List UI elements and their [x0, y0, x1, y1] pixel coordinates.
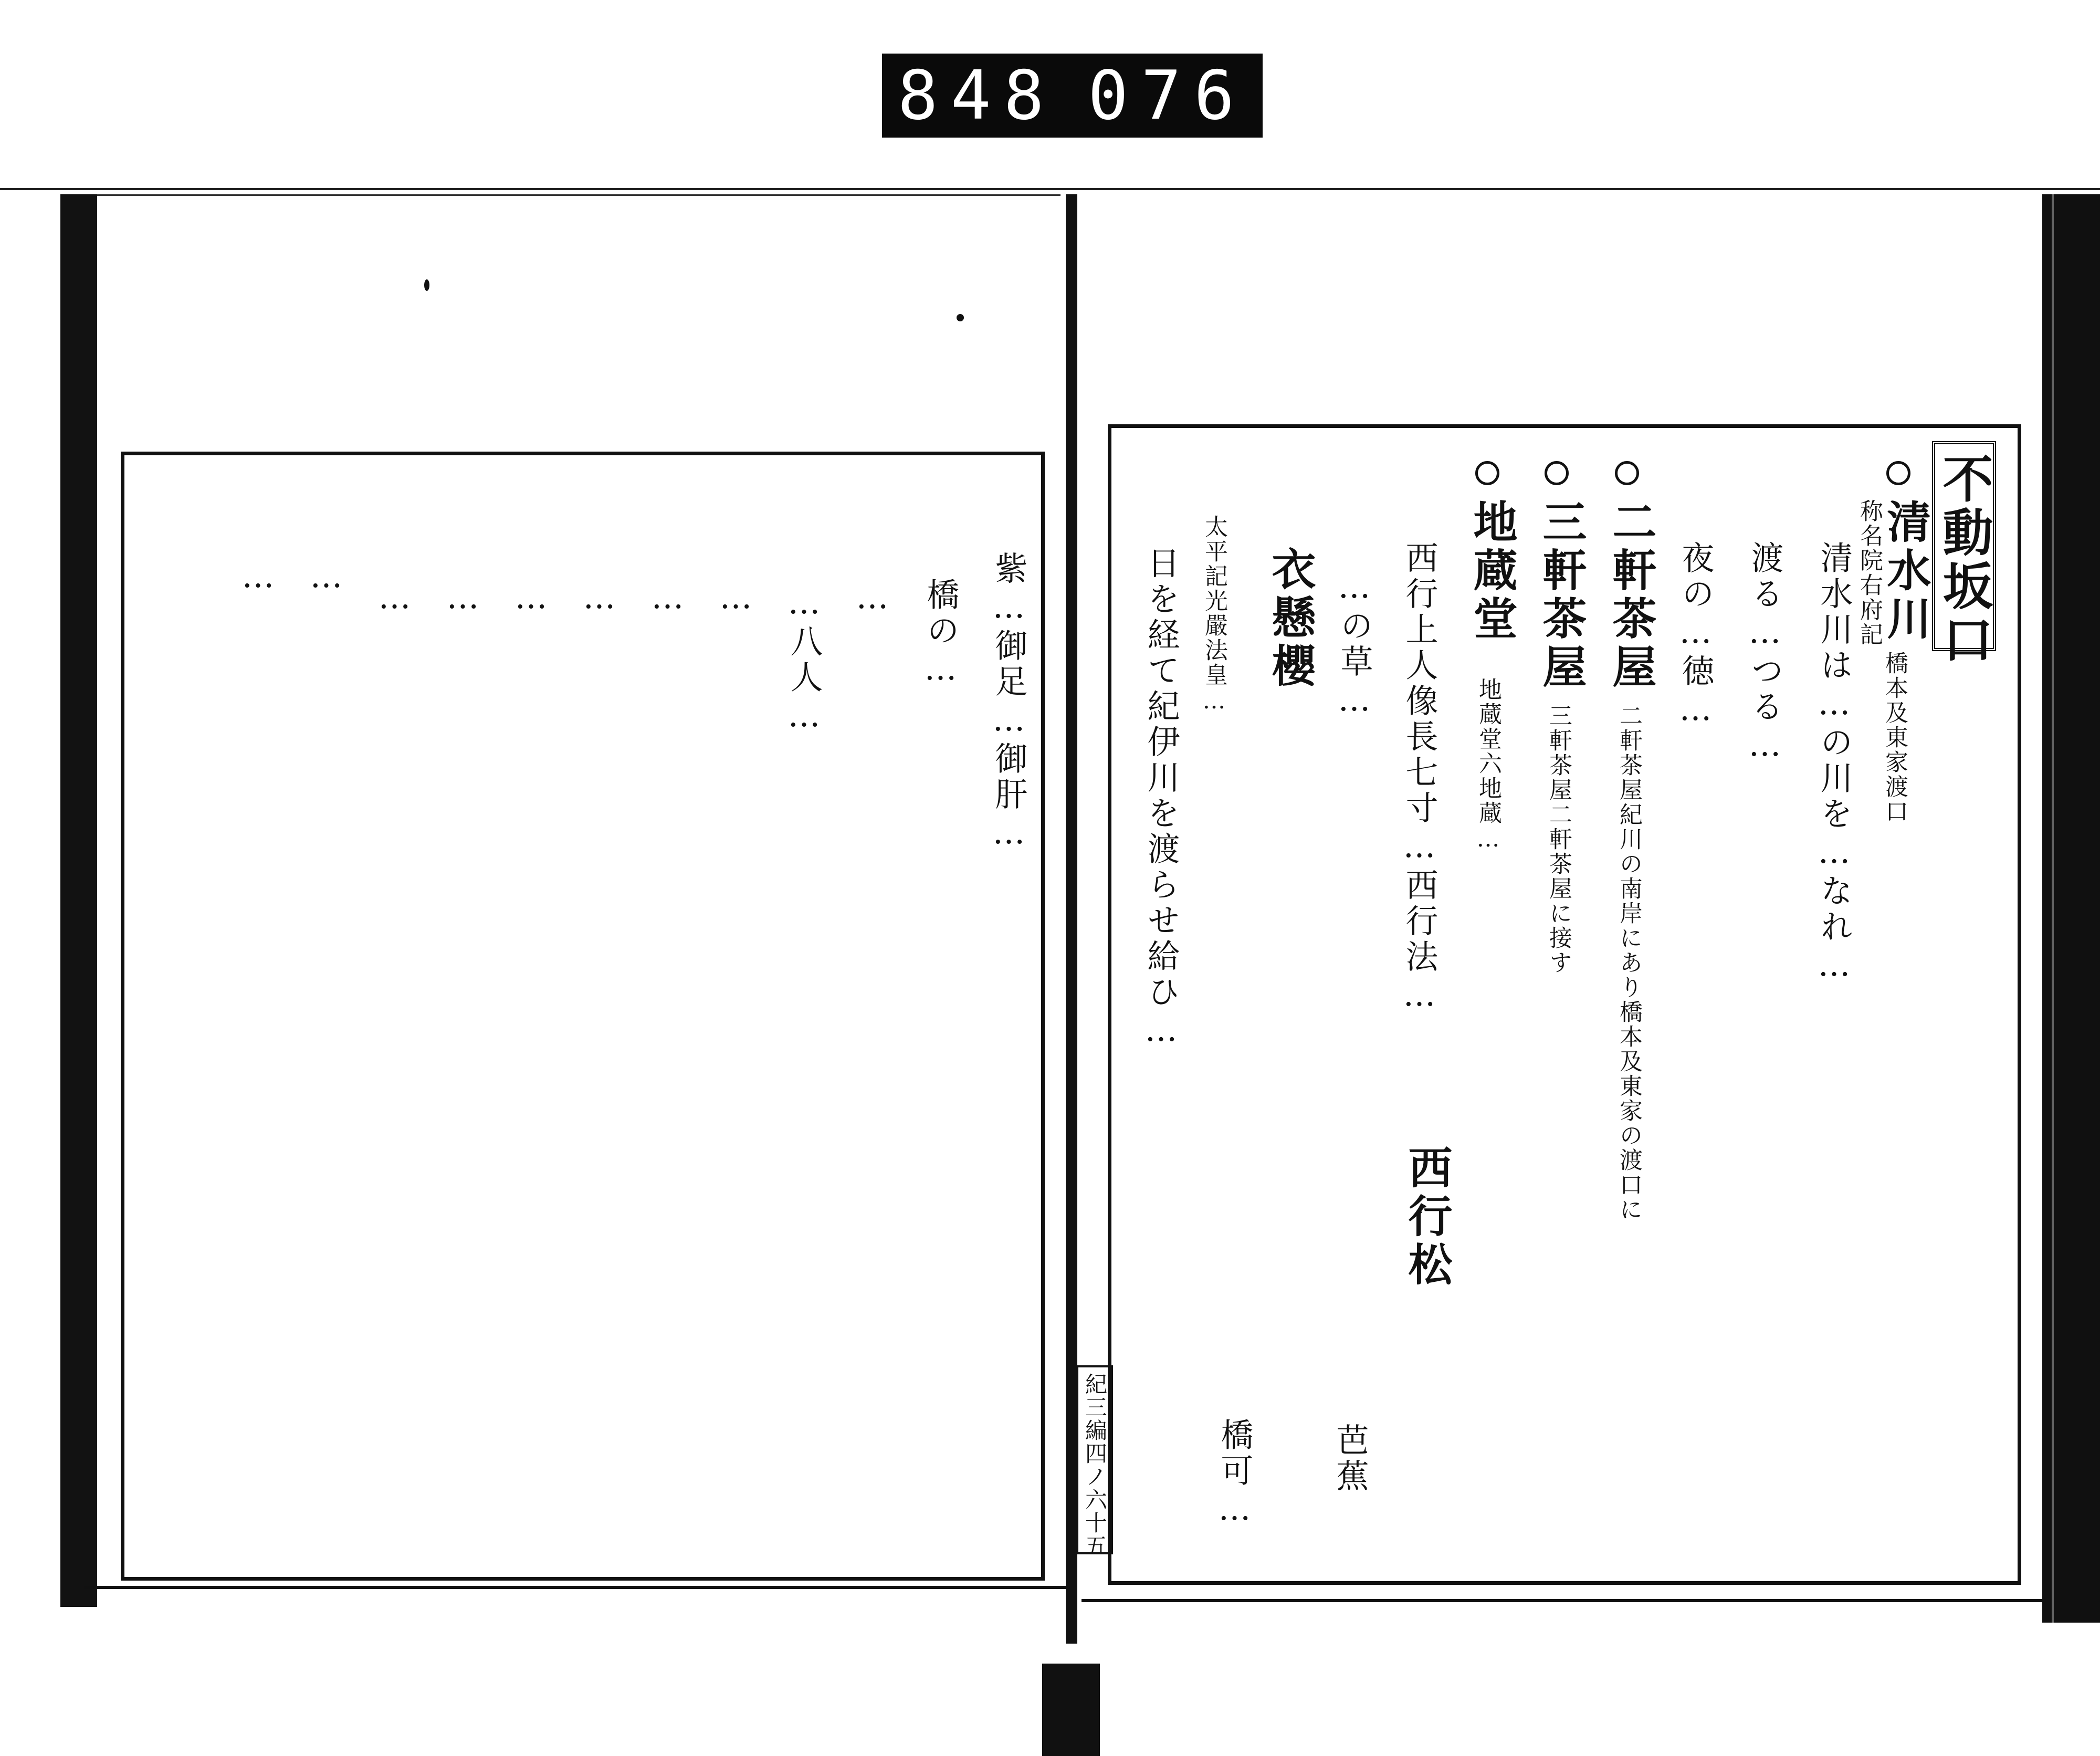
book-gutter — [1066, 194, 1077, 1644]
entry-heading: 三軒茶屋 — [1536, 499, 1588, 692]
text-column: 渡る…つる… — [1746, 541, 1784, 767]
page-top-edge — [0, 188, 2100, 190]
entry-heading: 清水川 — [1880, 499, 1932, 644]
entry-heading: 地蔵堂 — [1466, 499, 1518, 644]
margin-note: 紀三編四ノ六十五 — [1082, 1373, 1108, 1558]
text-column: … — [853, 578, 891, 619]
right-bottom-edge — [1082, 1599, 2042, 1602]
text-column: …八人… — [785, 583, 823, 737]
text-column: … — [717, 578, 755, 619]
left-book-edge — [60, 194, 97, 1607]
poet-name: 芭蕉 — [1331, 1423, 1369, 1494]
sub-heading: 西行松 — [1401, 1145, 1453, 1290]
text-column: … — [580, 578, 618, 619]
paper-speck — [957, 314, 964, 321]
paper-speck — [424, 279, 429, 291]
page-title: 不動坂口 — [1935, 453, 1994, 667]
left-page-text-frame — [121, 452, 1045, 1581]
entry-alias: 称名院右府記 — [1856, 499, 1883, 647]
reel-number: 848 — [897, 56, 1057, 135]
microfilm-frame-number — [882, 54, 1263, 138]
entry-circle-marker — [1615, 461, 1639, 485]
frame-index: 076 — [1088, 56, 1247, 135]
text-column: 地蔵堂六地蔵… — [1475, 677, 1502, 854]
text-column: 夜の…徳… — [1676, 541, 1715, 731]
left-bottom-edge — [84, 1586, 1066, 1589]
text-column: 橋の… — [921, 578, 960, 691]
right-book-edge — [2042, 194, 2100, 1623]
title-cartouche — [1932, 441, 1996, 667]
text-column: … — [512, 578, 550, 619]
margin-mark — [1076, 1365, 1113, 1558]
gutter-clip — [1042, 1664, 1100, 1756]
text-column: … — [648, 578, 687, 619]
text-column: 三軒茶屋二軒茶屋に接す — [1545, 704, 1572, 975]
text-column: 二軒茶屋紀川の南岸にあり橋本及東家の渡口に — [1615, 704, 1642, 1222]
text-column: … — [307, 557, 345, 598]
text-column: 日を経て紀伊川を渡らせ給ひ… — [1142, 546, 1180, 1052]
entry-subnote: 橋本及東家渡口 — [1881, 651, 1908, 824]
text-column: … — [375, 578, 414, 619]
poet-name: 橋可… — [1215, 1418, 1254, 1531]
entry-heading: 二軒茶屋 — [1605, 499, 1657, 692]
entry-circle-marker — [1886, 461, 1910, 485]
entry-heading: 衣懸櫻 — [1265, 546, 1317, 691]
text-column: 清水川は…の川を…なれ… — [1815, 541, 1853, 987]
text-column: … — [239, 557, 277, 598]
entry-circle-marker — [1475, 461, 1499, 485]
text-column: …の草… — [1335, 567, 1373, 722]
text-column: 西行上人像長七寸…西行法… — [1400, 541, 1438, 1017]
text-column: 紫…御足…御肝… — [990, 551, 1028, 854]
entry-circle-marker — [1545, 461, 1569, 485]
text-column: … — [444, 578, 482, 619]
text-column: 太平記光嚴法皇… — [1201, 515, 1227, 716]
